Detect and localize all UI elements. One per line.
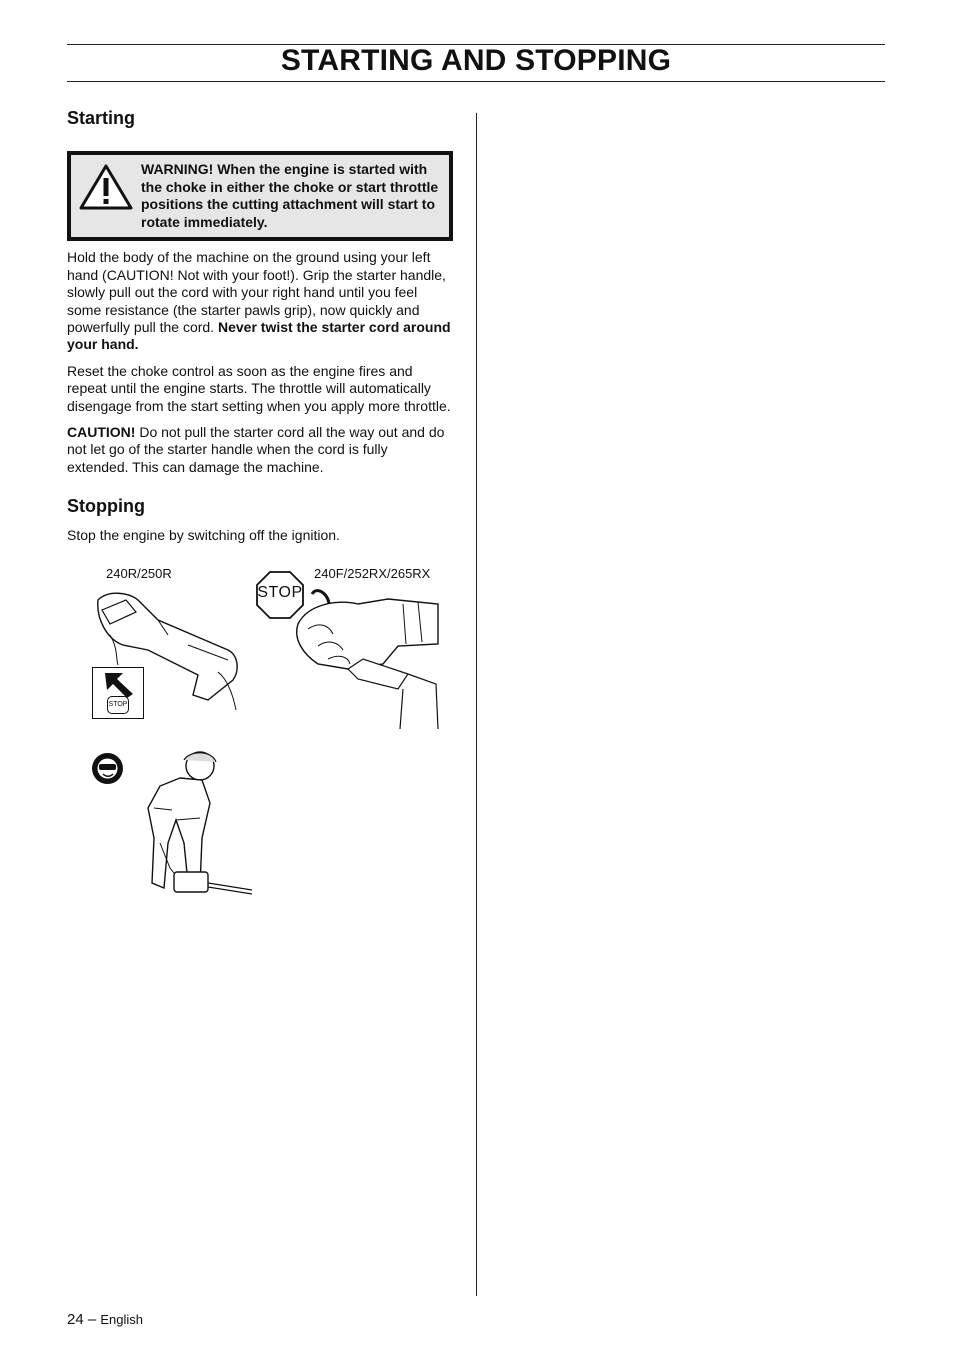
- caution-label: CAUTION!: [67, 424, 136, 441]
- starting-paragraph-2: Reset the choke control as soon as the engine fires and repeat until the engine starts. The throttle will automatically disengage from the start setting when you apply more throttle.: [67, 362, 451, 414]
- warning-text: WARNING! When the engine is started with the choke in either the choke or start throttle positions the cutting attachment will start to rotate immediately.: [141, 161, 439, 230]
- stopping-heading: Stopping: [67, 496, 145, 517]
- stopping-text: Stop the engine by switching off the ignition.: [67, 527, 340, 544]
- stop-sign-icon: STOP: [256, 571, 304, 619]
- warning-triangle-icon: [71, 161, 141, 211]
- model-label-left: 240R/250R: [106, 566, 172, 581]
- left-column: [67, 104, 453, 545]
- starting-paragraph-1: Hold the body of the machine on the ground using your left hand (CAUTION! Not with your foot!). Grip the starter handle, slowly pull out the cord with your right hand until you feel some resistance (the starter pawls grip), now quickly and powerfully pull the cord. Never twist the starter cord around your hand.: [67, 249, 451, 353]
- gloved-hand-illustration: [288, 584, 443, 734]
- header-rule-bottom: [67, 81, 885, 82]
- page-number: 24 –: [67, 1311, 101, 1328]
- caution-paragraph: CAUTION! Do not pull the starter cord all the way out and do not let go of the starter handle when the cord is fully extended. This can damage the machine.: [67, 424, 445, 475]
- starting-emphasis: Never twist the starter cord around your hand.: [67, 319, 451, 353]
- page-title: STARTING AND STOPPING: [280, 44, 672, 77]
- protective-gear-icon: [92, 753, 123, 784]
- page-footer: [67, 1311, 143, 1328]
- column-divider: [476, 113, 477, 1296]
- operator-illustration: [140, 748, 255, 898]
- stop-small-icon: STOP: [107, 696, 129, 714]
- warning-box: [67, 151, 453, 241]
- starting-heading: Starting: [67, 108, 136, 128]
- model-label-right: 240F/252RX/265RX: [314, 566, 431, 581]
- stop-switch-inset: [92, 667, 144, 719]
- footer-language: English: [100, 1312, 144, 1327]
